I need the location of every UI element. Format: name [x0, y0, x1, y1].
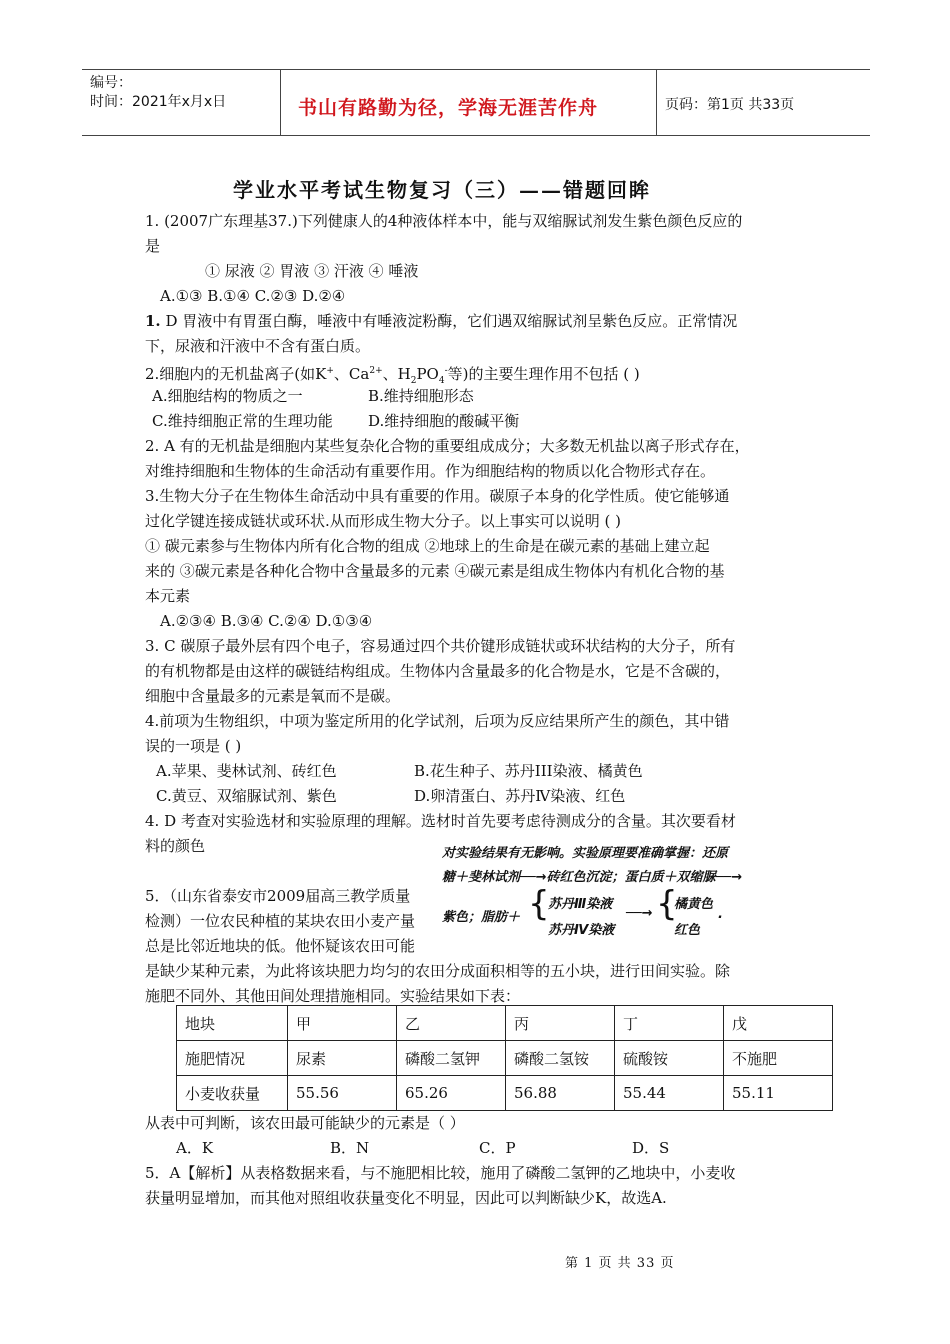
table-cell: 56.88 [506, 1076, 615, 1111]
note-period: . [718, 907, 723, 922]
q3-answer-line1: 3. C 碳原子最外层有四个电子，容易通过四个共价键形成链状或环状结构的大分子，所有 [145, 637, 736, 655]
q1-stem-line1: 1. (2007广东理基37.)下列健康人的4种液体样本中，能与双缩脲试剂发生紫色颜色反应的 [145, 212, 743, 230]
table-cell: 65.26 [397, 1076, 506, 1111]
q4-option-c: C.黄豆、双缩脲试剂、紫色 [156, 787, 337, 805]
table-row-label: 小麦收获量 [177, 1076, 288, 1111]
q1-answer-line1 [145, 311, 737, 331]
note-left-brace-icon: { [528, 884, 550, 924]
table-cell: 55.11 [724, 1076, 833, 1111]
q2-option-d: D.维持细胞的酸碱平衡 [368, 412, 520, 430]
note-right-brace-icon: { [656, 884, 678, 924]
table-cell: 不施肥 [724, 1041, 833, 1076]
serial-label: 编号： [90, 75, 132, 91]
header-divider-left [280, 70, 281, 135]
page-title: 学业水平考试生物复习（三）——错题回眸 [233, 178, 651, 202]
table-cell: 55.44 [615, 1076, 724, 1111]
note-line1: 对实验结果有无影响。实验原理要准确掌握：还原 [442, 846, 729, 861]
q4-option-b: B.花生种子、苏丹III染液、橘黄色 [414, 762, 643, 780]
table-cell: 55.56 [288, 1076, 397, 1111]
table-cell: 磷酸二氢铵 [506, 1041, 615, 1076]
q4-answer-line1: 4. D 考查对实验选材和实验原理的理解。选材时首先要考虑待测成分的含量。其次要看材 [145, 812, 736, 830]
note-color-2: 红色 [674, 923, 701, 938]
note-arrow-icon: ──→ [626, 906, 653, 921]
table-row [177, 1076, 833, 1111]
q1-answer-text: D 胃液中有胃蛋白酶，唾液中有唾液淀粉酶，它们遇双缩脲试剂呈紫色反应。正常情况 [160, 312, 738, 330]
q4-option-a: A.苹果、斐林试剂、砖红色 [156, 762, 337, 780]
header-top-rule [82, 69, 870, 70]
q2-stem: 2.细胞内的无机盐离子(如K+、$Ca^{2+}$、$H_2PO_4^-$等)的主要生理作用不包括 ( ) [145, 365, 640, 386]
q3-stem-line5: 本元素 [145, 587, 191, 605]
q3-stem-line3: ① 碳元素参与生物体内所有化合物的组成 ②地球上的生命是在碳元素的基础上建立起 [145, 537, 710, 555]
table-cell: 丙 [506, 1006, 615, 1041]
q5-stem-line2: 检测）一位农民种植的某块农田小麦产量 [145, 912, 416, 930]
q5-option-b: B．N [330, 1139, 370, 1157]
note-line2: 糖＋斐林试剂──→砖红色沉淀；蛋白质＋双缩脲──→ [442, 870, 743, 885]
q3-stem-line2: 过化学键连接成链状或环状.从而形成生物大分子。以上事实可以说明 ( ) [145, 512, 622, 530]
q5-answer-line1: 5．A【解析】从表格数据来看，与不施肥相比较，施用了磷酸二氢钾的乙地块中，小麦收 [145, 1164, 736, 1182]
q4-stem-line1: 4.前项为生物组织，中项为鉴定所用的化学试剂，后项为反应结果所产生的颜色，其中错 [145, 712, 730, 730]
note-line3: 紫色；脂肪＋ [442, 910, 521, 925]
q1-answer-line2: 下，尿液和汗液中不含有蛋白质。 [145, 337, 371, 355]
q5-stem-line1: 5．（山东省泰安市2009届高三教学质量 [145, 887, 411, 905]
q2-option-a: A.细胞结构的物质之一 [152, 387, 303, 405]
q2-option-b: B.维持细胞形态 [368, 387, 474, 405]
table-cell: 硫酸铵 [615, 1041, 724, 1076]
page-info: 页码：第1页 共33页 [665, 97, 795, 113]
q5-option-d: D．S [632, 1139, 670, 1157]
q1-options: A.①③ B.①④ C.②③ D.②④ [160, 287, 346, 305]
note-stain-4: 苏丹Ⅳ染液 [548, 923, 615, 938]
table-row-label: 施肥情况 [177, 1041, 288, 1076]
q5-answer-line2: 获量明显增加，而其他对照组收获量变化不明显，因此可以判断缺少K，故选A. [145, 1189, 667, 1207]
q3-answer-line2: 的有机物都是由这样的碳链结构组成。生物体内含量最多的化合物是水，它是不含碳的， [145, 662, 731, 680]
header-motto: 书山有路勤为径，学海无涯苦作舟 [298, 97, 599, 119]
q2-answer-line2: 对维持细胞和生物体的生命活动有重要作用。作为细胞结构的物质以化合物形式存在。 [145, 462, 716, 480]
q4-option-d: D.卵清蛋白、苏丹Ⅳ染液、红色 [414, 787, 626, 805]
q2-answer-line1: 2. A 有的无机盐是细胞内某些复杂化合物的重要组成成分；大多数无机盐以离子形式存在， [145, 437, 750, 455]
table-row [177, 1041, 833, 1076]
q5-stem-line3: 总是比邻近地块的低。他怀疑该农田可能 [145, 937, 416, 955]
table-cell: 尿素 [288, 1041, 397, 1076]
q5-stem-line4: 是缺少某种元素，为此将该块肥力均匀的农田分成面积相等的五小块，进行田间实验。除 [145, 962, 731, 980]
note-color-1: 橘黄色 [674, 897, 714, 912]
q5-option-c: C．P [479, 1139, 516, 1157]
q1-stem-line2: 是 [145, 237, 161, 255]
q5-stem-line5: 施肥不同外、其他田间处理措施相同。实验结果如下表： [145, 987, 521, 1005]
q3-answer-line3: 细胞中含量最多的元素是氧而不是碳。 [145, 687, 401, 705]
table-cell: 磷酸二氢钾 [397, 1041, 506, 1076]
table-row-label: 地块 [177, 1006, 288, 1041]
table-cell: 乙 [397, 1006, 506, 1041]
note-stain-3: 苏丹Ⅲ染液 [548, 897, 613, 912]
q3-stem-line4: 来的 ③碳元素是各种化合物中含量最多的元素 ④碳元素是组成生物体内有机化合物的基 [145, 562, 725, 580]
page-footer: 第 1 页 共 33 页 [565, 1256, 675, 1271]
q1-items: ① 尿液 ② 胃液 ③ 汗液 ④ 唾液 [205, 262, 419, 280]
q1-answer-number: 1. [145, 312, 161, 330]
fertilizer-table [176, 1005, 833, 1111]
table-row [177, 1006, 833, 1041]
q5-option-a: A．K [176, 1139, 214, 1157]
q5-question: 从表中可判断，该农田最可能缺少的元素是（ ） [145, 1114, 465, 1132]
header-bottom-rule [82, 135, 870, 136]
table-cell: 甲 [288, 1006, 397, 1041]
date-label: 时间：2021年x月x日 [90, 94, 227, 110]
q3-options: A.②③④ B.③④ C.②④ D.①③④ [160, 612, 373, 630]
q4-answer-line2: 料的颜色 [145, 837, 206, 855]
q3-stem-line1: 3.生物大分子在生物体生命活动中具有重要的作用。碳原子本身的化学性质。使它能够通 [145, 487, 730, 505]
header-divider-right [656, 70, 657, 135]
table-cell: 丁 [615, 1006, 724, 1041]
table-cell: 戊 [724, 1006, 833, 1041]
q4-stem-line2: 误的一项是 ( ) [145, 737, 242, 755]
q2-option-c: C.维持细胞正常的生理功能 [152, 412, 333, 430]
